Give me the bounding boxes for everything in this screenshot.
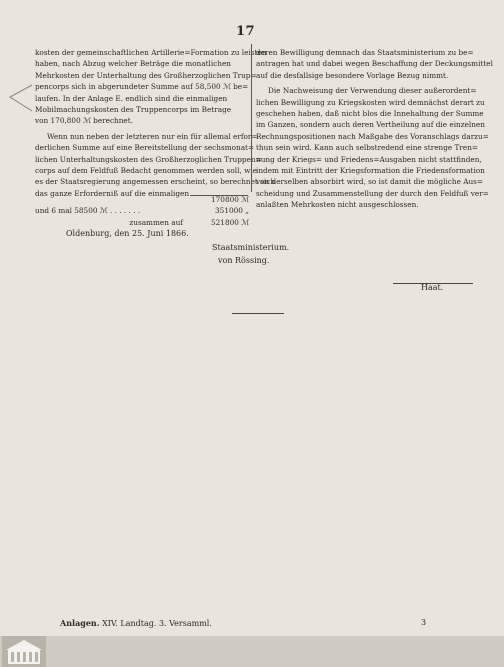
text-line: das ganze Erforderniß auf die einmaligen — [35, 188, 190, 198]
text-line: lichen Unterhaltungskosten des Großherzoglichen Truppen= — [35, 154, 262, 164]
text-line: thun sein wird. Kann auch selbstredend eine strenge Tren= — [256, 143, 479, 153]
text-line: Mehrkosten der Unterhaltung des Großherzoglichen Trup= — [35, 70, 257, 80]
calc-line-1 — [35, 194, 249, 205]
text-line: es der Staatsregierung angemessen erscheint, so berechnet sich — [35, 177, 276, 187]
text-line: haben, nach Abzug welcher Beträge die monatlichen — [35, 59, 231, 69]
text-line: geschehen haben, daß nicht blos die Innehaltung der Summe — [256, 109, 484, 119]
text-line: lichen Bewilligung zu Kriegskosten wird demnächst derart zu — [256, 97, 485, 107]
closing-rule — [232, 313, 284, 314]
text-line: pencorps sich in abgerundeter Summe auf 58,500 ℳ be= — [35, 82, 249, 92]
text-line: Mobilmachungskosten des Truppencorps im Betrage — [35, 105, 232, 115]
signature-name: von Rössing. — [218, 256, 270, 265]
text-line: im Ganzen, sondern auch deren Vertheilung auf die einzelnen — [256, 120, 485, 130]
calc-line-2 — [35, 205, 249, 216]
text-line: von derselben absorbirt wird, so ist damit die mögliche Aus= — [256, 177, 484, 187]
calc-amount-1: 170800 ℳ — [211, 195, 249, 204]
library-building-logo — [2, 636, 46, 667]
text-line: kosten der gemeinschaftlichen Artillerie=Formation zu leisten — [35, 48, 267, 57]
column-divider — [251, 44, 252, 192]
footer-label: Anlagen. — [60, 618, 100, 628]
text-line: anlaßten Mehrkosten nicht ausgeschlossen. — [256, 200, 419, 210]
countersignature: Haat. — [421, 283, 444, 292]
text-line: antragen hat und dabei wegen Beschaffung der Deckungsmittel — [256, 59, 493, 69]
text-line: auf die desfallsige besondere Vorlage Bezug nimmt. — [256, 70, 449, 80]
page-number: 17 — [236, 24, 256, 39]
right-column — [256, 47, 493, 211]
text-line: scheidung und Zusammenstellung der durch den Feldfuß ver= — [256, 188, 489, 198]
text-line: deren Bewilligung demnach das Staatsministerium zu be= — [256, 48, 474, 57]
text-line: derlichen Summe auf eine Bereitstellung der sechsmonat= — [35, 143, 255, 153]
calc-amount-2: 351000 „ — [215, 206, 249, 216]
signature-body: Staatsministerium. — [212, 243, 290, 252]
calc-label-2: und 6 mal 58500 ℳ . . . . . . . — [35, 206, 141, 216]
footer-left — [60, 618, 212, 628]
text-line: Wenn nun neben der letzteren nur ein für allemal erfor= — [47, 131, 258, 141]
footer-session: XIV. Landtag. 3. Versamml. — [102, 619, 212, 628]
calc-label-3: zusammen auf — [129, 217, 183, 227]
left-column — [35, 47, 276, 199]
calculation-block — [35, 194, 249, 228]
margin-bracket-mark — [6, 83, 34, 113]
text-line: nung der Kriegs= und Friedens=Ausgaben nicht stattfinden, — [256, 154, 482, 164]
text-line: indem mit Eintritt der Kriegsformation die Friedensformation — [256, 166, 485, 176]
library-banner — [0, 636, 504, 667]
text-line: von 170,800 ℳ berechnet. — [35, 116, 134, 126]
place-date: Oldenburg, den 25. Juni 1866. — [66, 229, 189, 238]
footer-sheet-number: 3 — [421, 618, 427, 627]
text-line: laufen. In der Anlage E. endlich sind die einmaligen — [35, 93, 228, 103]
text-line: corps auf dem Feldfuß Bedacht genommen werden soll, wie — [35, 166, 257, 176]
text-line: Die Nachweisung der Verwendung dieser außerordent= — [268, 86, 477, 96]
calc-line-3 — [35, 217, 249, 228]
text-line: Rechnungspositionen nach Maßgabe des Voranschlags darzu= — [256, 131, 489, 141]
calc-amount-3: 521800 ℳ — [211, 217, 249, 227]
